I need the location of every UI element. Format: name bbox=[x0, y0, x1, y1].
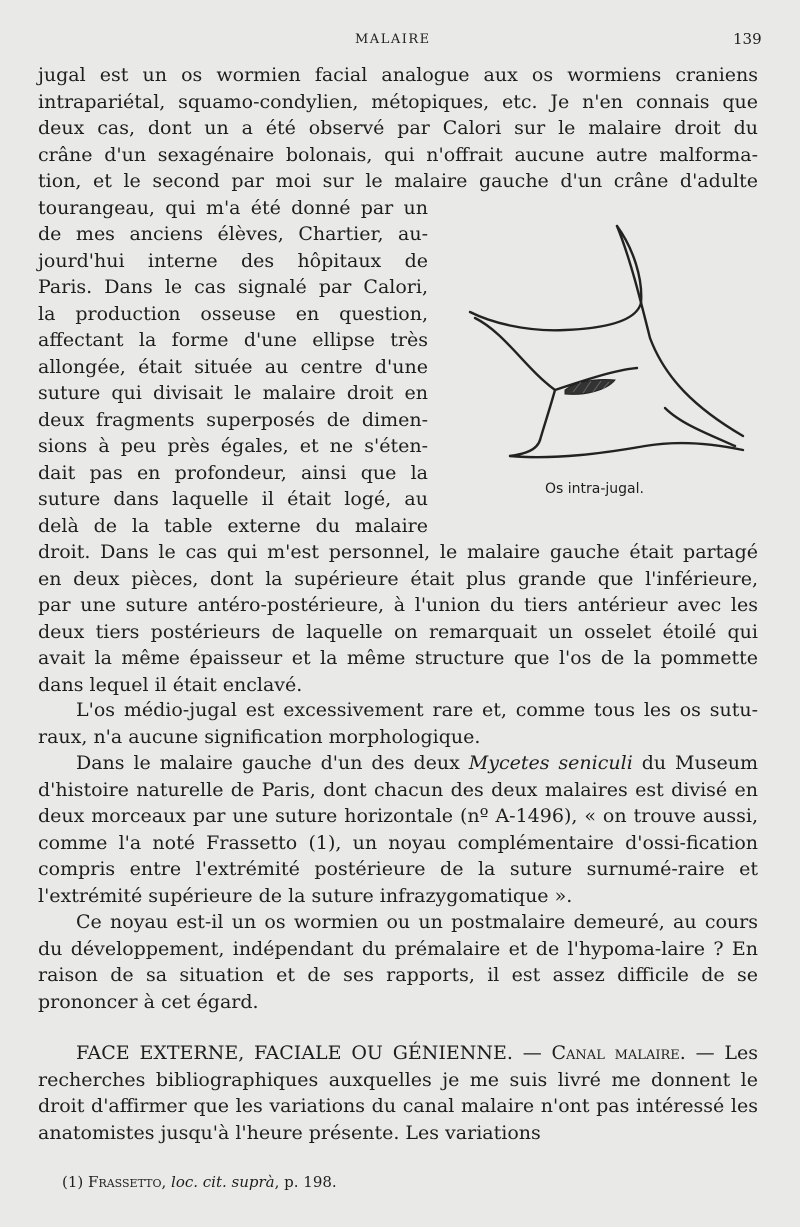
footnote-page: , p. 198. bbox=[274, 1173, 337, 1191]
text-line: deux fragments superposés de dimen- bbox=[38, 408, 428, 431]
running-title: MALAIRE bbox=[355, 32, 431, 47]
intra-jugal-figure bbox=[465, 218, 755, 508]
paragraph: Ce noyau est-il un os wormien ou un postmalaire demeuré, au cours du développement, indépendant du prémalaire et de l'hypoma-laire ? En raison de sa situation et de ses rapports, il est assez difficile de se prononcer à cet égard. bbox=[38, 911, 758, 1013]
text-line: deux tiers postérieurs de laquelle on remarquait un osselet étoilé qui bbox=[38, 620, 758, 643]
text-line: tion, et le second par moi sur le malaire gauche d'un crâne d'adulte bbox=[38, 170, 758, 192]
text-line: droit. Dans le cas qui m'est personnel, le malaire gauche était partagé bbox=[38, 541, 758, 563]
text-line: jourd'hui interne des hôpitaux de bbox=[38, 249, 428, 272]
text-line: crâne d'un sexagénaire bolonais, qui n'offrait aucune autre malforma- bbox=[38, 143, 758, 166]
species-name: Mycetes seniculi bbox=[468, 752, 633, 774]
page-header bbox=[0, 28, 800, 52]
paragraph bbox=[38, 750, 758, 909]
paragraph-text: Dans le malaire gauche d'un des deux bbox=[76, 752, 469, 774]
footnote-author: Frassetto bbox=[88, 1173, 162, 1191]
text-line: tourangeau, qui m'a été donné par un bbox=[38, 196, 428, 219]
section-heading: FACE EXTERNE, FACIALE OU GÉNIENNE. — bbox=[76, 1042, 542, 1064]
body-text bbox=[38, 697, 758, 1015]
text-line: jugal est un os wormien facial analogue aux os wormiens craniens bbox=[38, 64, 758, 86]
text-line: delà de la table externe du malaire bbox=[38, 514, 428, 537]
text-line: Paris. Dans le cas signalé par Calori, bbox=[38, 276, 428, 298]
section bbox=[38, 1040, 758, 1146]
text-line: intrapariétal, squamo-condylien, métopiques, etc. Je n'en connais que bbox=[38, 90, 758, 113]
paragraph-text: du Museum d'histoire naturelle de Paris, dont chacun des deux malaires est divisé en deux morceaux par une suture horizontale (nº A-1496), « on trouve aussi, comme l'a noté Frassetto (1), un noyau complémentaire d'ossi-fication compris entre l'extrémité postérieure de la suture surnumé-raire et l'extrémité supérieure de la suture infrazygomatique ». bbox=[38, 752, 758, 907]
text-line: deux cas, dont un a été observé par Calori sur le malaire droit du bbox=[38, 117, 758, 139]
text-line: avait la même épaisseur et la même structure que l'os de la pommette bbox=[38, 647, 758, 669]
paragraph: L'os médio-jugal est excessivement rare et, comme tous les os sutu-raux, n'a aucune signification morphologique. bbox=[38, 699, 758, 748]
bone-drawing bbox=[465, 218, 755, 488]
text-line: allongée, était située au centre d'une bbox=[38, 355, 428, 378]
text-line: dans lequel il était enclavé. bbox=[38, 673, 303, 696]
footnote-ref: loc. cit. suprà bbox=[171, 1173, 275, 1191]
text-line: par une suture antéro-postérieure, à l'union du tiers antérieur avec les bbox=[38, 594, 758, 616]
text-line: la production osseuse en question, bbox=[38, 302, 428, 325]
text-line: sions à peu près égales, et ne s'éten- bbox=[38, 435, 428, 457]
text-line: dait pas en profondeur, ainsi que la bbox=[38, 461, 428, 484]
page-number: 139 bbox=[733, 30, 762, 48]
text-line: suture dans laquelle il était logé, au bbox=[38, 488, 428, 510]
text-line: suture qui divisait le malaire droit en bbox=[38, 382, 428, 404]
section-subheading: Canal malaire. bbox=[551, 1042, 686, 1064]
text-line: affectant la forme d'une ellipse très bbox=[38, 329, 428, 351]
figure-caption: Os intra-jugal. bbox=[545, 481, 644, 497]
section-text: — Les recherches bibliographiques auxquelles je me suis livré me donnent le droit d'affirmer que les variations du canal malaire n'ont pas intéressé les anatomistes jusqu'à l'heure présente. Les variations bbox=[38, 1042, 758, 1144]
text-line: de mes anciens élèves, Chartier, au- bbox=[38, 223, 428, 245]
footnote-comma: , bbox=[161, 1173, 172, 1191]
footnote bbox=[62, 1173, 337, 1191]
text-line: en deux pièces, dont la supérieure était plus grande que l'inférieure, bbox=[38, 567, 758, 590]
footnote-marker: (1) bbox=[62, 1173, 84, 1191]
